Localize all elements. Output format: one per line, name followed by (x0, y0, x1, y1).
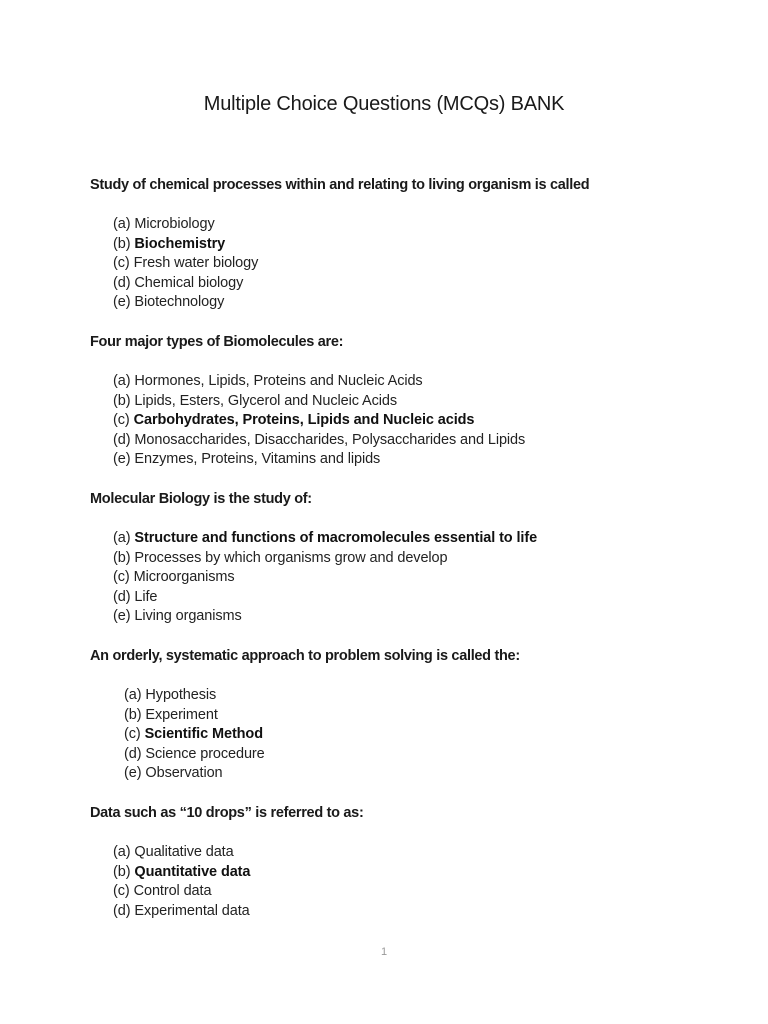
option-item (113, 450, 730, 470)
option-letter: (d) (113, 431, 131, 448)
option-item (113, 568, 730, 588)
option-text: Carbohydrates, Proteins, Lipids and Nucleic acids (133, 412, 475, 429)
question-block (90, 647, 730, 784)
page-title: Multiple Choice Questions (MCQs) BANK (203, 93, 565, 115)
options-list (90, 215, 730, 313)
question-text: Data such as “10 drops” is referred to as: (90, 805, 364, 821)
option-text: Qualitative data (134, 844, 234, 860)
option-text: Hormones, Lipids, Proteins and Nucleic Acids (134, 373, 423, 389)
question-text: Four major types of Biomolecules are: (90, 334, 344, 350)
option-text: Quantitative data (134, 863, 251, 880)
option-item (113, 902, 730, 922)
option-text: Experimental data (134, 902, 250, 919)
options-list (90, 372, 730, 470)
option-text: Control data (133, 883, 212, 900)
question-block (90, 804, 730, 921)
option-text: Microbiology (134, 216, 215, 232)
option-text: Structure and functions of macromolecules essential to life (134, 530, 538, 546)
option-letter: (c) (113, 883, 130, 900)
question-block (90, 176, 730, 313)
option-letter: (b) (113, 392, 131, 409)
option-item (113, 529, 730, 549)
option-text: Living organisms (134, 608, 242, 625)
option-item (113, 607, 730, 627)
option-letter: (c) (124, 726, 141, 743)
option-letter: (e) (113, 294, 131, 311)
option-text: Processes by which organisms grow and develop (134, 549, 448, 566)
option-text: Biotechnology (134, 294, 225, 311)
option-item (124, 706, 730, 726)
option-text: Observation (145, 765, 223, 782)
option-letter: (c) (113, 569, 130, 586)
option-item (124, 686, 730, 706)
option-item (113, 274, 730, 294)
option-item (124, 725, 730, 745)
option-letter: (a) (113, 844, 131, 860)
question-block (90, 333, 730, 470)
option-letter: (e) (113, 608, 131, 625)
option-item (113, 549, 730, 569)
option-text: Enzymes, Proteins, Vitamins and lipids (134, 451, 381, 468)
option-letter: (a) (113, 530, 131, 546)
option-letter: (e) (124, 765, 142, 782)
option-item (113, 431, 730, 451)
option-item (113, 254, 730, 274)
question-block (90, 490, 730, 627)
option-text: Microorganisms (133, 569, 235, 586)
option-text: Scientific Method (144, 726, 263, 743)
page-number: 1 (380, 946, 388, 958)
option-letter: (a) (113, 373, 131, 389)
option-letter: (d) (124, 745, 142, 762)
option-item (113, 215, 730, 235)
options-list (90, 843, 730, 921)
options-list (90, 686, 730, 784)
option-letter: (a) (124, 687, 142, 703)
option-text: Fresh water biology (133, 255, 259, 272)
option-text: Life (134, 588, 158, 605)
option-text: Biochemistry (134, 235, 226, 252)
option-item (113, 372, 730, 392)
option-text: Hypothesis (145, 687, 217, 703)
option-text: Chemical biology (134, 274, 244, 291)
option-letter: (b) (124, 706, 142, 723)
option-text: Science procedure (145, 745, 265, 762)
question-text: An orderly, systematic approach to problem solving is called the: (90, 648, 520, 664)
option-text: Lipids, Esters, Glycerol and Nucleic Acids (134, 392, 397, 409)
option-letter: (c) (113, 255, 130, 272)
option-item (113, 882, 730, 902)
option-item (113, 235, 730, 255)
option-item (113, 588, 730, 608)
option-letter: (d) (113, 902, 131, 919)
option-letter: (e) (113, 451, 131, 468)
option-item (113, 411, 730, 431)
options-list (90, 529, 730, 627)
question-text: Molecular Biology is the study of: (90, 491, 312, 507)
option-item (124, 745, 730, 765)
option-text: Experiment (145, 706, 218, 723)
option-letter: (b) (113, 863, 131, 880)
option-text: Monosaccharides, Disaccharides, Polysaccharides and Lipids (134, 431, 526, 448)
option-letter: (a) (113, 216, 131, 232)
question-text: Study of chemical processes within and relating to living organism is called (90, 177, 590, 193)
option-letter: (b) (113, 235, 131, 252)
option-item (113, 843, 730, 863)
option-letter: (d) (113, 588, 131, 605)
option-letter: (c) (113, 412, 130, 429)
option-item (113, 293, 730, 313)
option-letter: (d) (113, 274, 131, 291)
option-letter: (b) (113, 549, 131, 566)
option-item (113, 863, 730, 883)
option-item (124, 764, 730, 784)
option-item (113, 392, 730, 412)
